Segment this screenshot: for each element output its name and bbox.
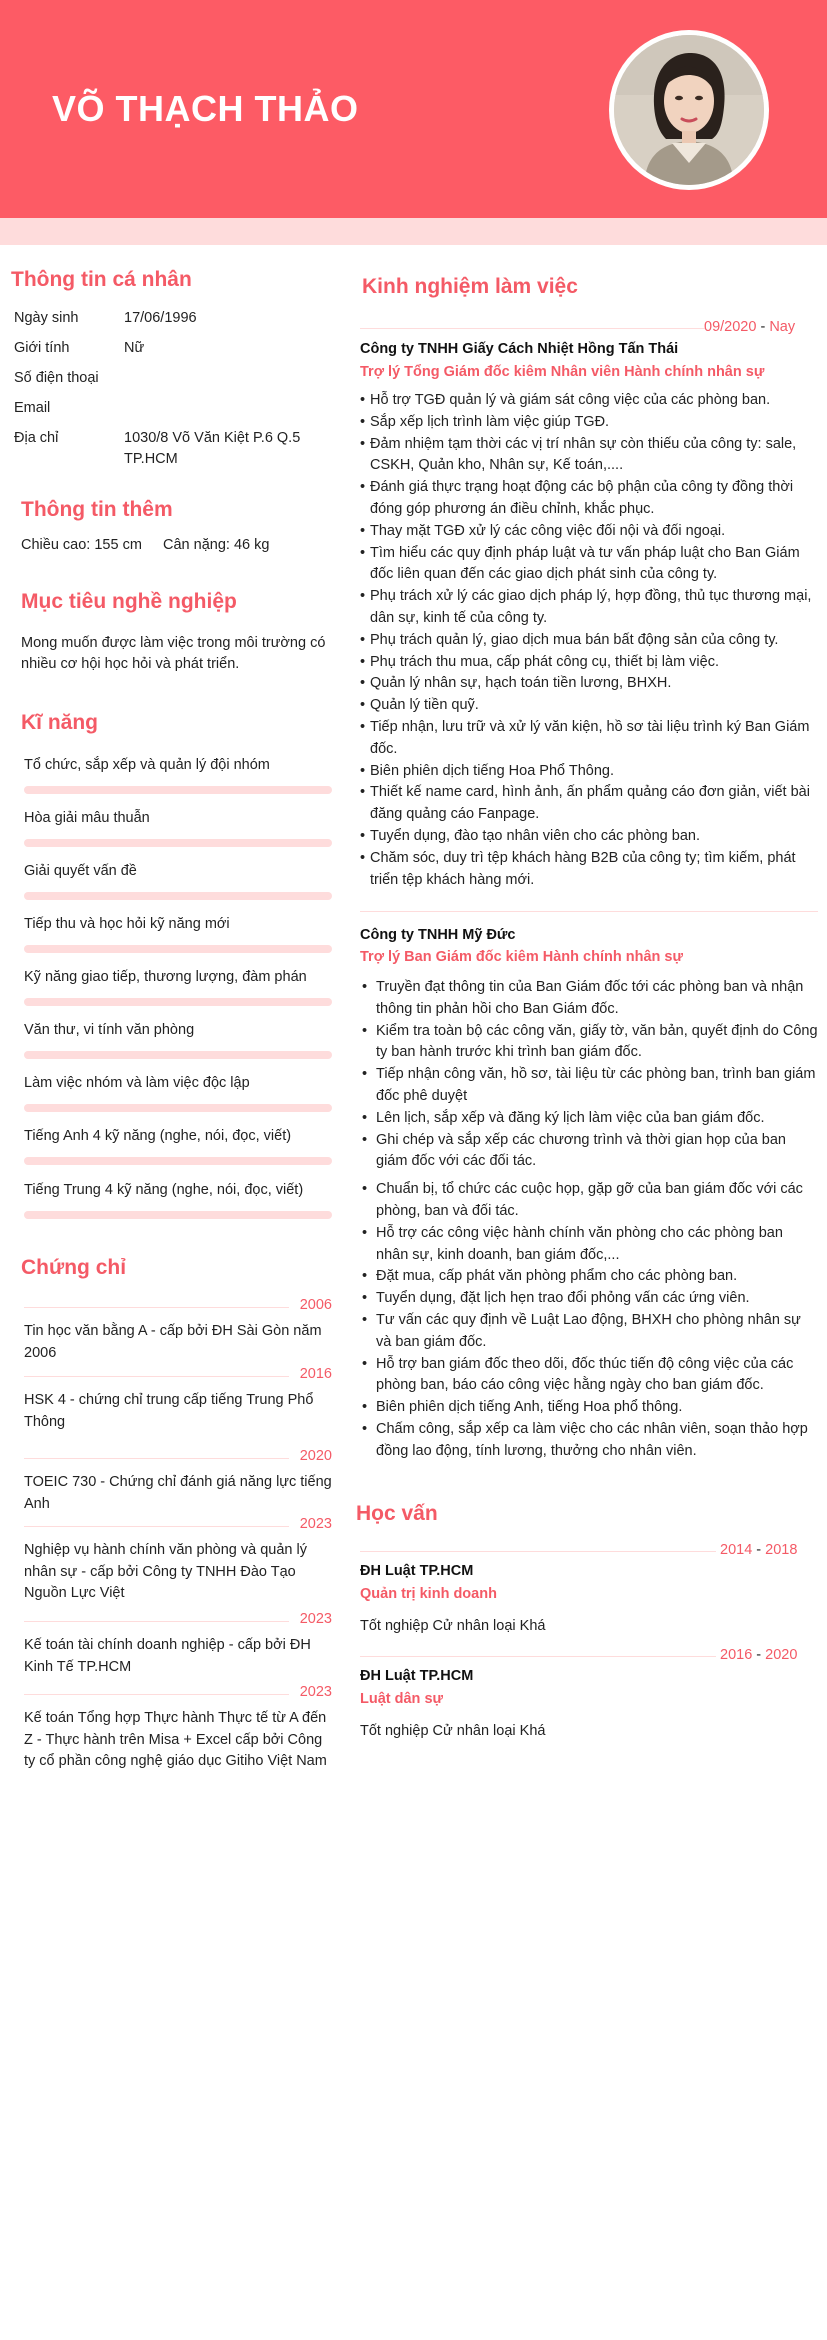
skill-item (24, 863, 332, 879)
cert-year: 2023 (299, 1684, 332, 1700)
cert-year: 2023 (299, 1611, 332, 1627)
job-duty: • Kiểm tra toàn bộ các công văn, giấy tờ, văn bản, quyết định do Công ty ban hành trước khi trình ban giám đốc. (360, 1021, 818, 1065)
divider (24, 1458, 289, 1459)
cert-text: Kế toán Tổng hợp Thực hành Thực tế từ A đến Z - Thực hành trên Misa + Excel cấp bởi Công ty cổ phần công nghệ giáo dục Gitiho Việt Nam (24, 1710, 327, 1769)
cert-text: Tin học văn bằng A - cấp bởi ĐH Sài Gòn năm 2006 (24, 1323, 322, 1361)
education-title: Học vấn (356, 1502, 438, 1525)
objective-title: Mục tiêu nghề nghiệp (21, 590, 237, 613)
divider (24, 1307, 289, 1308)
cert-year: 2006 (299, 1297, 332, 1313)
skill-label: Tiếng Trung 4 kỹ năng (nghe, nói, đọc, viết) (24, 1182, 304, 1198)
edu-date-range (720, 1542, 797, 1558)
extra-info-title: Thông tin thêm (21, 498, 173, 521)
job-duty: • Tiếp nhận, lưu trữ và xử lý văn kiện, hồ sơ tài liệu trình ký Ban Giám đốc. (360, 717, 818, 761)
cert-text: TOEIC 730 - Chứng chỉ đánh giá năng lực tiếng Anh (24, 1474, 332, 1512)
personal-info-title: Thông tin cá nhân (11, 268, 192, 291)
portrait-photo-icon (614, 35, 764, 185)
job-duties-list (360, 977, 818, 1463)
skill-bar (24, 1211, 332, 1219)
skill-bar (24, 945, 332, 953)
edu-date-from: 2014 (720, 1542, 753, 1558)
job-duty: • Thiết kế name card, hình ảnh, ấn phẩm quảng cáo đơn giản, viết bài đăng quảng cáo Fanpage. (360, 782, 818, 826)
edu-major: Luật dân sự (360, 1691, 444, 1707)
job-duty: • Đặt mua, cấp phát văn phòng phẩm cho các phòng ban. (360, 1266, 818, 1288)
job-duty: • Hỗ trợ các công việc hành chính văn phòng cho các phòng ban nhân sự, kinh doanh, ban giám đốc,... (360, 1223, 818, 1267)
skill-label: Hòa giải mâu thuẫn (24, 810, 150, 826)
cert-year: 2016 (299, 1366, 332, 1382)
skill-label: Giải quyết vấn đề (24, 863, 137, 879)
edu-result: Tốt nghiệp Cử nhân loại Khá (360, 1723, 546, 1739)
job-duty: • Truyền đạt thông tin của Ban Giám đốc tới các phòng ban và nhận thông tin phản hồi cho Ban Giám đốc. (360, 977, 818, 1021)
divider (24, 1694, 289, 1695)
job-date-range (704, 319, 795, 335)
job-company: Công ty TNHH Mỹ Đức (360, 927, 516, 943)
job-duty: • Quản lý tiền quỹ. (360, 695, 818, 717)
divider (24, 1526, 289, 1527)
height-text: Chiều cao: 155 cm (21, 537, 142, 553)
job-duty: • Biên phiên dịch tiếng Hoa Phổ Thông. (360, 761, 818, 783)
divider (24, 1621, 289, 1622)
skill-item (24, 757, 332, 773)
info-key: Giới tính (14, 340, 70, 356)
candidate-name: VÕ THẠCH THẢO (52, 88, 359, 129)
cert-text: Nghiệp vụ hành chính văn phòng và quản lý nhân sự - cấp bởi Công ty TNHH Đào Tạo Nguồn Lực Việt (24, 1542, 307, 1601)
job-duty: • Đánh giá thực trạng hoạt động các bộ phận của công ty đồng thời đóng góp phương án điều chỉnh, khắc phục. (360, 477, 818, 521)
job-duty: • Phụ trách quản lý, giao dịch mua bán bất động sản của công ty. (360, 630, 818, 652)
skill-bar (24, 1051, 332, 1059)
job-date-sep: - (760, 319, 766, 335)
job-role: Trợ lý Tổng Giám đốc kiêm Nhân viên Hành chính nhân sự (360, 364, 765, 380)
info-key: Số điện thoại (14, 370, 99, 386)
skill-item (24, 969, 332, 985)
job-duty: • Hỗ trợ TGĐ quản lý và giám sát công việc của các phòng ban. (360, 390, 818, 412)
skill-bar (24, 1157, 332, 1165)
job-role: Trợ lý Ban Giám đốc kiêm Hành chính nhân sự (360, 949, 683, 965)
info-key: Địa chỉ (14, 430, 59, 446)
edu-major: Quản trị kinh doanh (360, 1586, 497, 1602)
info-key: Email (14, 400, 51, 416)
header-strip (0, 218, 827, 245)
edu-date-from: 2016 (720, 1647, 753, 1663)
skill-item (24, 1182, 332, 1198)
skill-label: Tiếp thu và học hỏi kỹ năng mới (24, 916, 230, 932)
edu-date-range (720, 1647, 797, 1663)
edu-date-to: 2018 (765, 1542, 798, 1558)
edu-date-sep: - (756, 1647, 762, 1663)
job-company: Công ty TNHH Giấy Cách Nhiệt Hồng Tấn Thái (360, 341, 679, 357)
info-value: 1030/8 Võ Văn Kiệt P.6 Q.5 TP.HCM (124, 430, 301, 467)
job-duty: • Sắp xếp lịch trình làm việc giúp TGĐ. (360, 412, 818, 434)
skill-bar (24, 839, 332, 847)
cert-text: Kế toán tài chính doanh nghiệp - cấp bởi ĐH Kinh Tế TP.HCM (24, 1637, 311, 1675)
divider (360, 1551, 716, 1552)
job-duty: • Đảm nhiệm tạm thời các vị trí nhân sự còn thiếu của công ty: sale, CSKH, Quản kho, Nhân sự, Kế toán,.... (360, 434, 818, 478)
job-duty: • Chăm sóc, duy trì tệp khách hàng B2B của công ty; tìm kiếm, phát triển tệp khách hàng mới. (360, 848, 818, 892)
skill-label: Văn thư, vi tính văn phòng (24, 1022, 195, 1038)
divider (24, 1376, 289, 1377)
skill-bar (24, 998, 332, 1006)
job-duty: • Tìm hiểu các quy định pháp luật và tư vấn pháp luật cho Ban Giám đốc liên quan đến các giao dịch phát sinh của công ty. (360, 543, 818, 587)
skill-bar (24, 892, 332, 900)
certificates-title: Chứng chỉ (21, 1256, 127, 1279)
skill-item (24, 1022, 332, 1038)
edu-school: ĐH Luật TP.HCM (360, 1563, 474, 1579)
job-duty: • Phụ trách thu mua, cấp phát công cụ, thiết bị làm việc. (360, 652, 818, 674)
weight-text: Cân nặng: 46 kg (163, 537, 270, 553)
skill-item (24, 810, 332, 826)
job-duties-list (360, 390, 818, 891)
skill-bar (24, 786, 332, 794)
edu-result: Tốt nghiệp Cử nhân loại Khá (360, 1618, 546, 1634)
skill-label: Kỹ năng giao tiếp, thương lượng, đàm phán (24, 969, 307, 985)
job-duty: • Biên phiên dịch tiếng Anh, tiếng Hoa phổ thông. (360, 1397, 818, 1419)
info-value: Nữ (124, 340, 145, 356)
skill-label: Tiếng Anh 4 kỹ năng (nghe, nói, đọc, viết) (24, 1128, 292, 1144)
job-date-from: 09/2020 (704, 319, 757, 335)
job-duty: • Tuyển dụng, đào tạo nhân viên cho các phòng ban. (360, 826, 818, 848)
divider (360, 911, 818, 912)
objective-text: Mong muốn được làm việc trong môi trường có nhiều cơ hội học hỏi và phát triển. (21, 635, 326, 672)
job-duty: • Tư vấn các quy định về Luật Lao động, BHXH cho phòng nhân sự và ban giám đốc. (360, 1310, 818, 1354)
skill-item (24, 916, 332, 932)
skill-item (24, 1075, 332, 1091)
job-duty: • Lên lịch, sắp xếp và đăng ký lịch làm việc của ban giám đốc. (360, 1108, 818, 1130)
skill-label: Tổ chức, sắp xếp và quản lý đội nhóm (24, 757, 270, 773)
job-duty: • Tiếp nhận công văn, hồ sơ, tài liệu từ các phòng ban, trình ban giám đốc phê duyệt (360, 1064, 818, 1108)
divider (360, 328, 705, 329)
job-date-to: Nay (769, 319, 796, 335)
job-duty: • Phụ trách xử lý các giao dịch pháp lý, hợp đồng, thủ tục thương mại, dân sự, kinh tế của công ty. (360, 586, 818, 630)
skill-bar (24, 1104, 332, 1112)
skill-item (24, 1128, 332, 1144)
edu-school: ĐH Luật TP.HCM (360, 1668, 474, 1684)
edu-date-to: 2020 (765, 1647, 798, 1663)
cert-year: 2020 (299, 1448, 332, 1464)
job-duty: • Thay mặt TGĐ xử lý các công việc đối nội và đối ngoại. (360, 521, 818, 543)
divider (360, 1656, 716, 1657)
experience-title: Kinh nghiệm làm việc (362, 275, 578, 298)
skill-label: Làm việc nhóm và làm việc độc lập (24, 1075, 250, 1091)
job-duty: • Quản lý nhân sự, hạch toán tiền lương, BHXH. (360, 673, 818, 695)
info-key: Ngày sinh (14, 310, 79, 326)
job-duty: • Tuyển dụng, đặt lịch hẹn trao đổi phỏng vấn các ứng viên. (360, 1288, 818, 1310)
edu-date-sep: - (756, 1542, 762, 1558)
skills-title: Kĩ năng (21, 711, 98, 734)
job-duty: • Chuẩn bị, tổ chức các cuộc họp, gặp gỡ của ban giám đốc với các phòng, ban và đối tác. (360, 1179, 818, 1223)
job-duty: • Hỗ trợ ban giám đốc theo dõi, đốc thúc tiến độ công việc của các phòng ban, báo cáo công việc hằng ngày cho ban giám đốc. (360, 1354, 818, 1398)
avatar (614, 35, 764, 185)
cert-text: HSK 4 - chứng chỉ trung cấp tiếng Trung Phổ Thông (24, 1392, 314, 1430)
info-value: 17/06/1996 (124, 310, 197, 326)
job-duty: • Chấm công, sắp xếp ca làm việc cho các nhân viên, soạn thảo hợp đồng lao động, tính lương, thưởng cho nhân viên. (360, 1419, 818, 1463)
job-duty: • Ghi chép và sắp xếp các chương trình và thời gian họp của ban giám đốc với các đối tác. (360, 1130, 818, 1174)
cert-year: 2023 (299, 1516, 332, 1532)
